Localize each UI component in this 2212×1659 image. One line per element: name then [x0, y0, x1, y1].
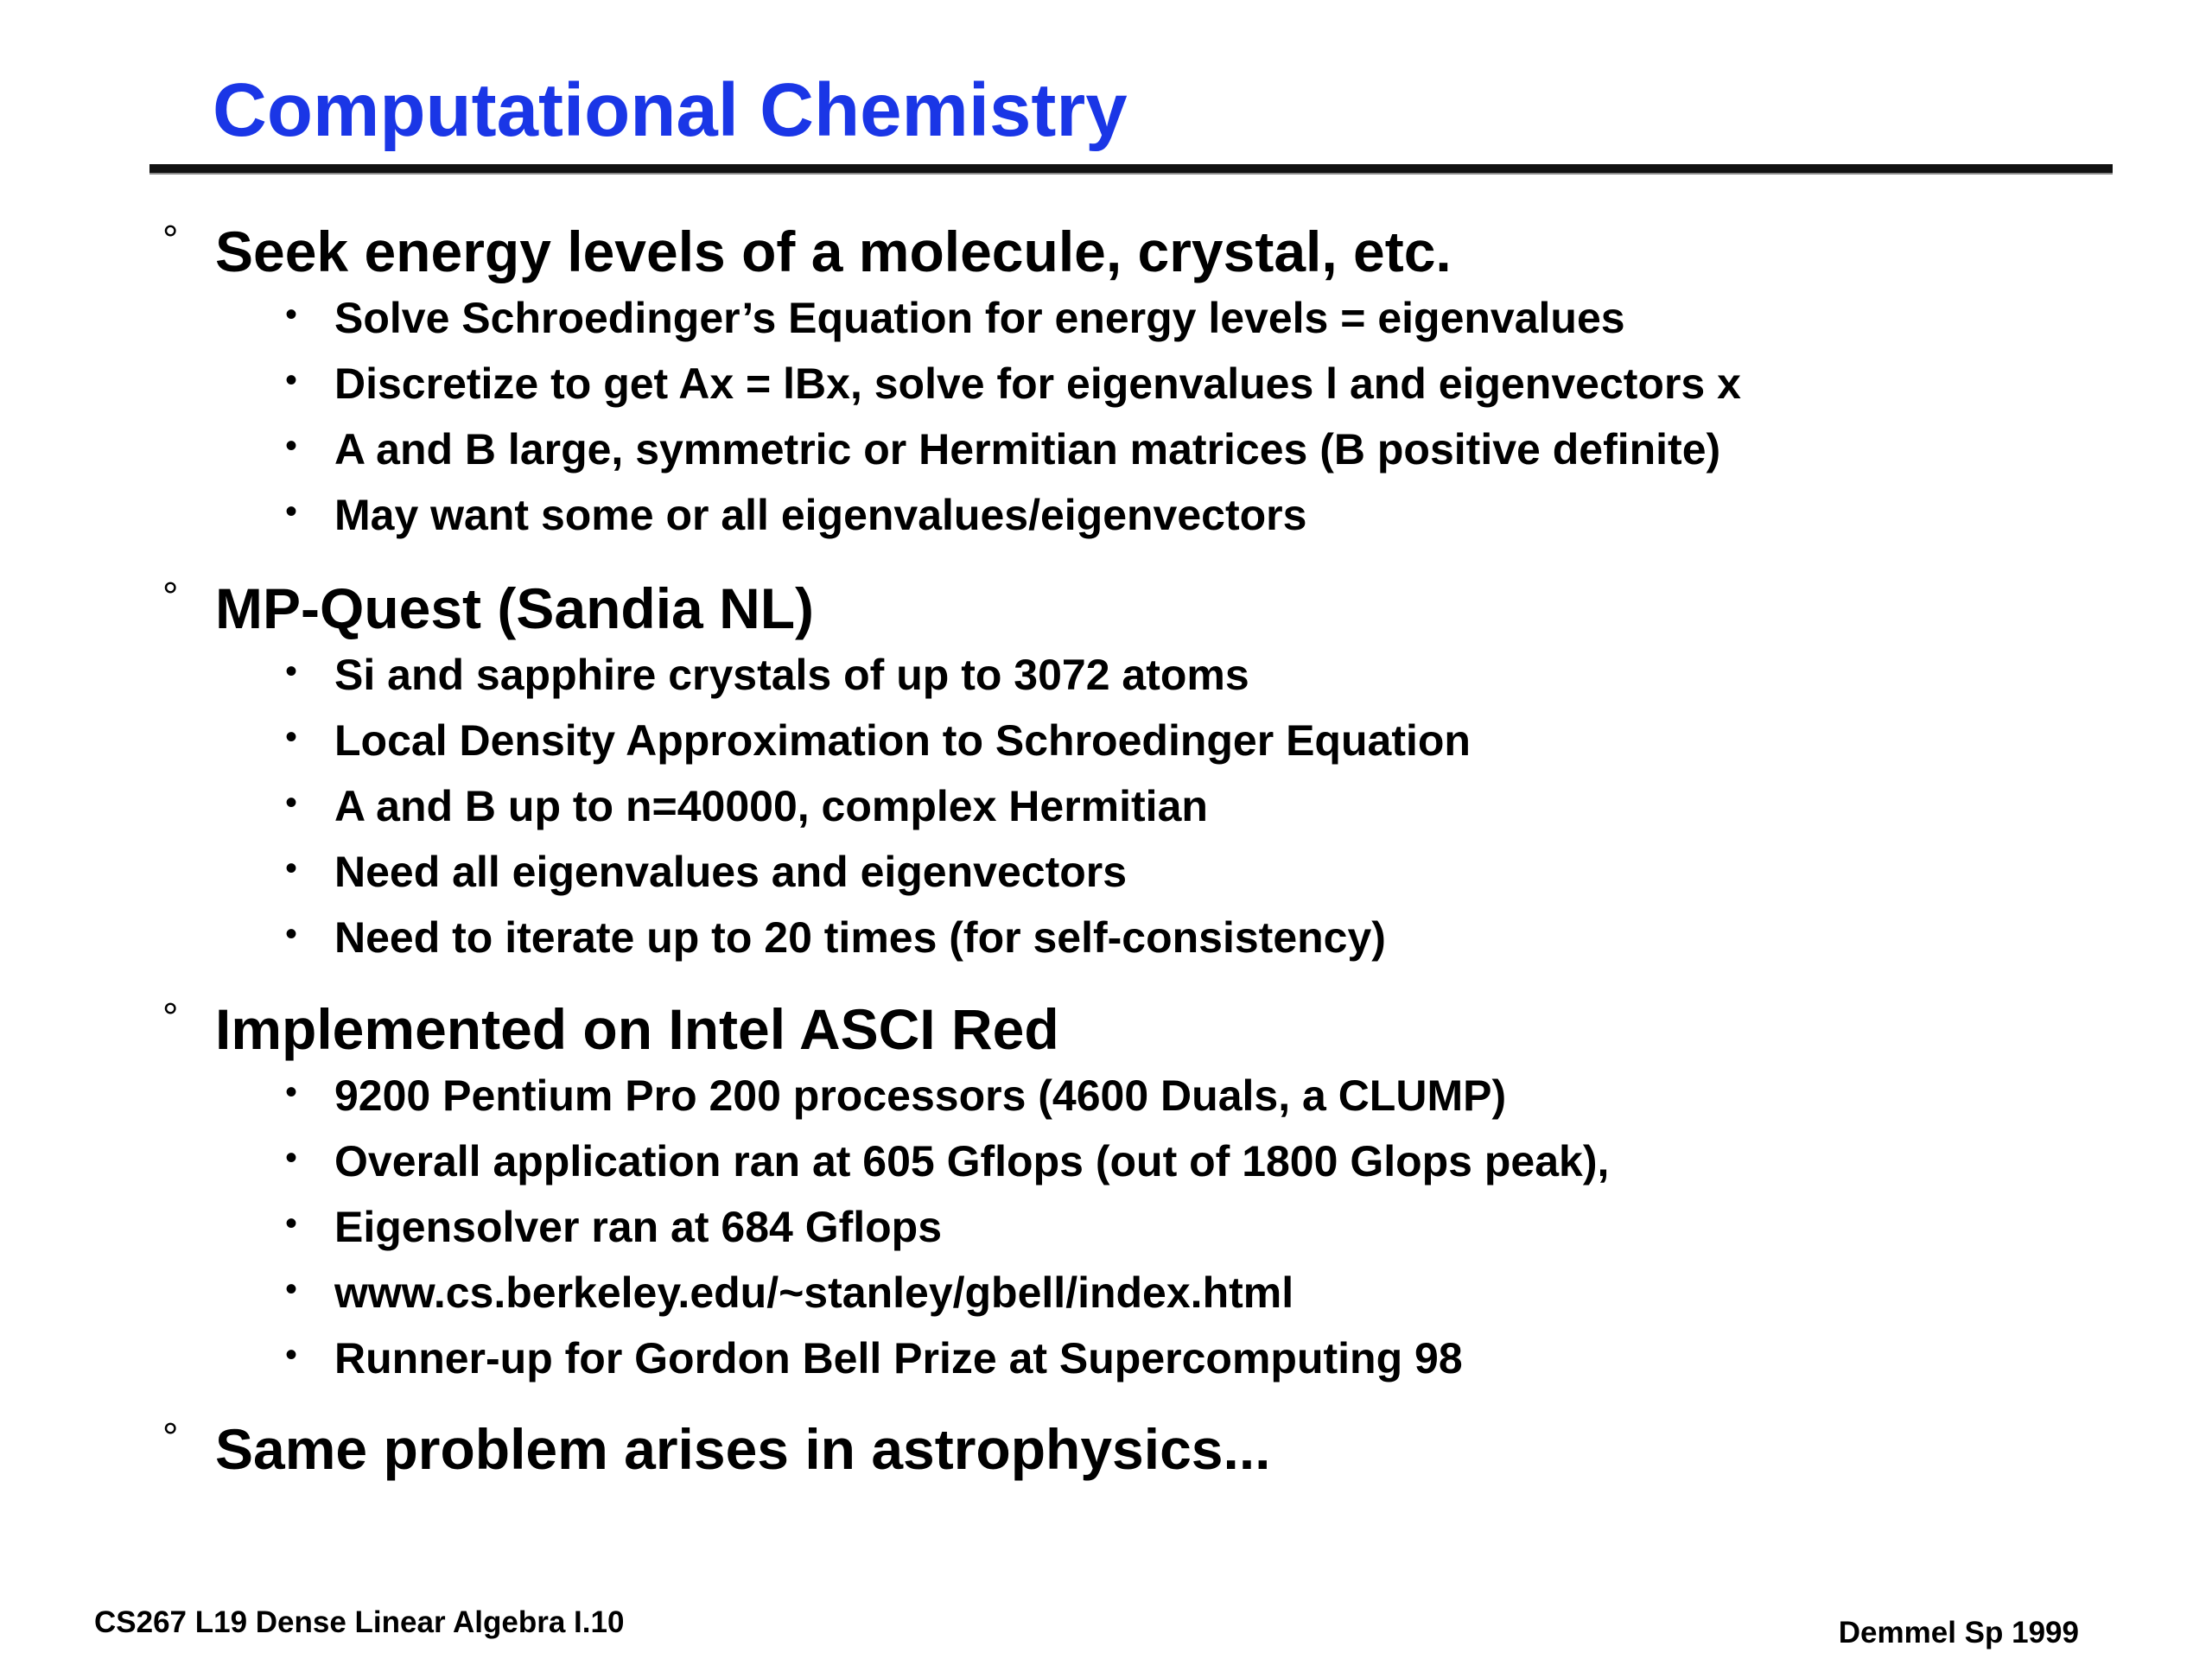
list-item	[0, 846, 2212, 912]
list-item	[0, 489, 2212, 555]
list-item-text: Local Density Approximation to Schroedinger Equation	[334, 716, 1471, 765]
section-asci-red	[0, 995, 2212, 1398]
list-item-text: May want some or all eigenvalues/eigenvectors	[334, 491, 1307, 539]
list-item	[0, 780, 2212, 846]
bullet-icon: •	[285, 915, 298, 953]
section-bullet-icon: °	[162, 217, 179, 262]
list-item-text: A and B up to n=40000, complex Hermitian	[334, 782, 1208, 830]
list-item	[0, 1332, 2212, 1398]
bullet-icon: •	[285, 427, 298, 465]
list-item	[0, 1135, 2212, 1201]
section-astrophysics	[0, 1415, 2212, 1490]
list-item-text: Need to iterate up to 20 times (for self-consistency)	[334, 913, 1386, 962]
section-heading-row	[0, 575, 2212, 649]
bullet-icon: •	[285, 1336, 298, 1374]
section-heading-row	[0, 995, 2212, 1070]
list-item	[0, 358, 2212, 423]
section-heading: MP-Quest (Sandia NL)	[215, 576, 815, 640]
bullet-icon: •	[285, 296, 298, 334]
list-item	[0, 912, 2212, 977]
list-item-text: Solve Schroedinger’s Equation for energy levels = eigenvalues	[334, 294, 1625, 342]
section-mp-quest	[0, 575, 2212, 977]
list-item-text: Eigensolver ran at 684 Gflops	[334, 1203, 943, 1251]
title-divider-shadow	[149, 173, 2113, 175]
bullet-icon: •	[285, 493, 298, 531]
slide-title: Computational Chemistry	[213, 68, 1128, 152]
list-item-text: Overall application ran at 605 Gflops (out of 1800 Glops peak),	[334, 1137, 1610, 1185]
list-item-link: www.cs.berkeley.edu/~stanley/gbell/index.html	[334, 1268, 1294, 1317]
section-bullet-icon: °	[162, 995, 179, 1039]
bullet-icon: •	[285, 1139, 298, 1177]
section-heading: Same problem arises in astrophysics...	[215, 1417, 1271, 1481]
list-item	[0, 423, 2212, 489]
list-item-text: Si and sapphire crystals of up to 3072 atoms	[334, 651, 1249, 699]
section-heading: Seek energy levels of a molecule, crystal, etc.	[215, 219, 1452, 283]
footer-course-label: CS267 L19 Dense Linear Algebra I.10	[94, 1605, 625, 1639]
bullet-icon: •	[285, 1073, 298, 1111]
footer-author-label: Demmel Sp 1999	[1838, 1616, 2079, 1649]
list-item	[0, 1201, 2212, 1267]
list-item	[0, 1070, 2212, 1135]
list-item	[0, 292, 2212, 358]
list-item	[0, 649, 2212, 715]
bullet-icon: •	[285, 1270, 298, 1308]
list-item-text: 9200 Pentium Pro 200 processors (4600 Duals, a CLUMP)	[334, 1071, 1507, 1120]
bullet-icon: •	[285, 652, 298, 690]
section-heading-row	[0, 218, 2212, 292]
list-item-text: A and B large, symmetric or Hermitian matrices (B positive definite)	[334, 425, 1721, 474]
list-item-text: Discretize to get Ax = lBx, solve for eigenvalues l and eigenvectors x	[334, 359, 1741, 408]
list-item-text: Need all eigenvalues and eigenvectors	[334, 848, 1128, 896]
bullet-icon: •	[285, 784, 298, 822]
section-bullet-icon: °	[162, 574, 179, 619]
title-divider	[149, 164, 2113, 173]
bullet-icon: •	[285, 718, 298, 756]
section-energy-levels	[0, 218, 2212, 555]
section-bullet-icon: °	[162, 1414, 179, 1459]
bullet-icon: •	[285, 361, 298, 399]
list-item	[0, 1267, 2212, 1332]
list-item-text: Runner-up for Gordon Bell Prize at Supercomputing 98	[334, 1334, 1463, 1382]
bullet-icon: •	[285, 1205, 298, 1243]
section-heading: Implemented on Intel ASCI Red	[215, 997, 1059, 1061]
section-heading-row	[0, 1415, 2212, 1490]
list-item	[0, 715, 2212, 780]
bullet-icon: •	[285, 849, 298, 887]
